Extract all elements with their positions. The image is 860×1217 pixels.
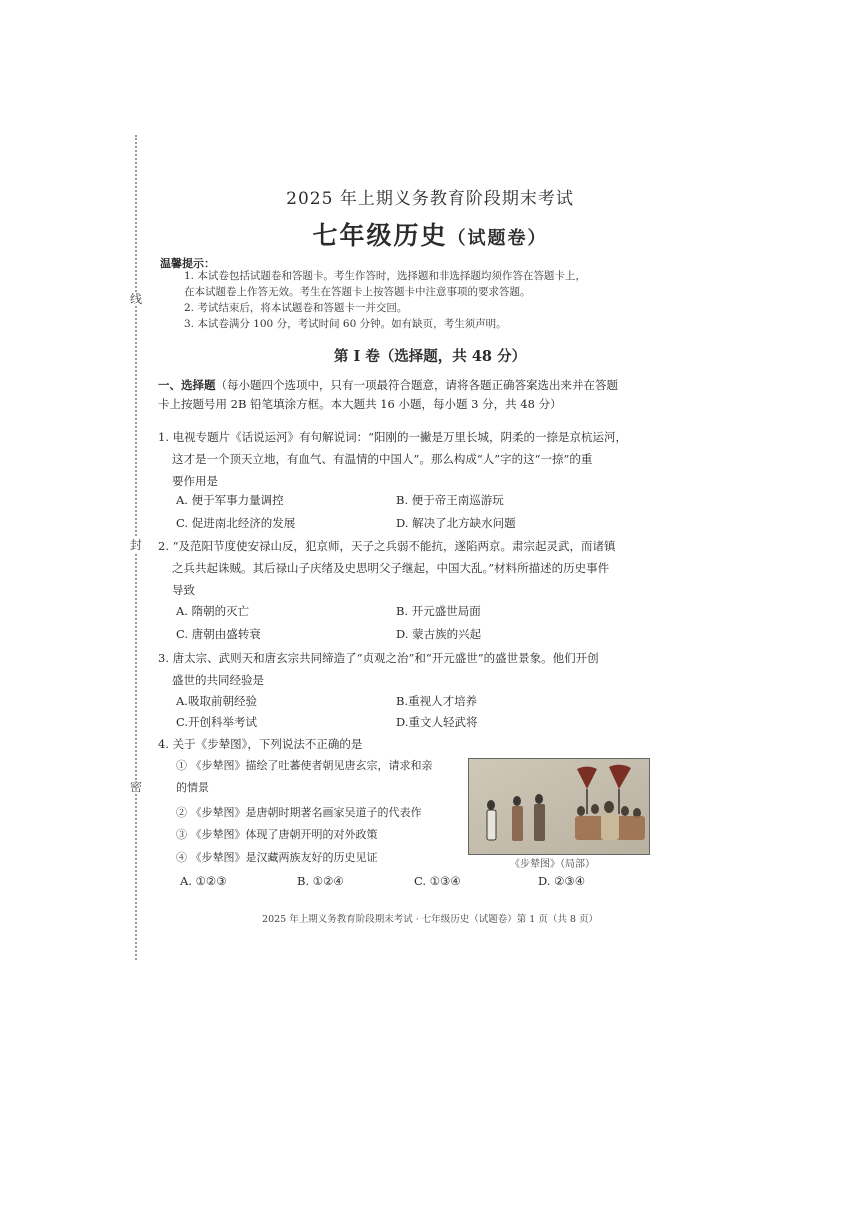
- q4-statement-1-cont: 的情景: [176, 781, 209, 794]
- q4-statement-4: ④ 《步辇图》是汉藏两族友好的历史见证: [176, 851, 378, 864]
- notice-line-1: 1. 本试卷包括试题卷和答题卡。考生作答时，选择题和非选择题均须作答在答题卡上，: [184, 270, 586, 282]
- section-line-2: 卡上按题号用 2B 铅笔填涂方框。本大题共 16 小题，每小题 3 分，共 48 分）: [158, 397, 562, 411]
- q3-line-2: 盛世的共同经验是: [172, 673, 264, 687]
- q2-line-2: 之兵共起诛贼。其后禄山子庆绪及史思明父子继起，中国大乱。”材料所描述的历史事件: [172, 561, 610, 575]
- q3-option-b[interactable]: B.重视人才培养: [396, 694, 478, 708]
- q4-option-c[interactable]: C. ①③④: [414, 874, 461, 888]
- question-2: [158, 535, 683, 601]
- exam-subtitle: [0, 216, 860, 252]
- q4-option-b[interactable]: B. ①②④: [297, 874, 344, 888]
- q2-option-d[interactable]: D. 蒙古族的兴起: [396, 627, 482, 641]
- question-4: [158, 733, 683, 755]
- section-label: 一、选择题: [158, 378, 216, 392]
- part-heading: 第 I 卷（选择题，共 48 分）: [333, 348, 527, 365]
- binding-char-mi: 密: [129, 780, 142, 794]
- q1-line-1: 1. 电视专题片《话说运河》有句解说词：“阳刚的一撇是万里长城，阴柔的一捺是京杭运河，: [158, 430, 628, 444]
- question-3: [158, 647, 683, 691]
- exam-title: 2025 年上期义务教育阶段期末考试: [286, 189, 574, 209]
- q2-line-1: 2. “及范阳节度使安禄山反，犯京师，天子之兵弱不能抗，遂陷两京。肃宗起灵武，而诸镇: [158, 539, 616, 553]
- q3-option-d[interactable]: D.重文人轻武将: [396, 715, 478, 729]
- notice-heading: 温馨提示：: [160, 257, 215, 270]
- q1-option-a[interactable]: A. 便于军事力量调控: [176, 493, 284, 507]
- q2-line-3: 导致: [172, 583, 195, 597]
- page-footer: 2025 年上期义务教育阶段期末考试 · 七年级历史（试题卷）第 1 页（共 8 页）: [262, 914, 598, 925]
- q4-option-d[interactable]: D. ②③④: [538, 874, 586, 888]
- binding-char-feng: 封: [129, 538, 142, 552]
- image-caption: 《步辇图》（局部）: [510, 859, 595, 870]
- q4-line-1: 4. 关于《步辇图》，下列说法不正确的是: [158, 737, 363, 751]
- q1-option-d[interactable]: D. 解决了北方缺水问题: [396, 516, 516, 530]
- section-line-1: [158, 376, 678, 395]
- q4-statement-1: ① 《步辇图》描绘了吐蕃使者朝见唐玄宗，请求和亲: [176, 759, 433, 772]
- q3-option-c[interactable]: C.开创科举考试: [176, 715, 258, 729]
- q2-option-b[interactable]: B. 开元盛世局面: [396, 604, 481, 618]
- q1-line-2: 这才是一个顶天立地，有血气、有温情的中国人”。那么构成“人”字的这“一捺”的重: [172, 452, 593, 466]
- notice-line-4: 3. 本试卷满分 100 分，考试时间 60 分钟。如有缺页，考生须声明。: [184, 318, 507, 330]
- q1-line-3: 要作用是: [172, 474, 218, 488]
- section-text-1: （每小题四个选项中，只有一项最符合题意，请将各题正确答案选出来并在答题: [215, 378, 618, 392]
- q1-option-b[interactable]: B. 便于帝王南巡游玩: [396, 493, 504, 507]
- q2-option-c[interactable]: C. 唐朝由盛转衰: [176, 627, 261, 641]
- binding-char-xian: 线: [129, 292, 142, 306]
- question-1: [158, 426, 683, 492]
- q1-option-c[interactable]: C. 促进南北经济的发展: [176, 516, 296, 530]
- notice-line-2: 在本试题卷上作答无效。考生在答题卡上按答题卡中注意事项的要求答题。: [184, 286, 531, 298]
- subtitle-paren: （试题卷）: [447, 228, 548, 249]
- q3-line-1: 3. 唐太宗、武则天和唐玄宗共同缔造了“贞观之治”和“开元盛世”的盛世景象。他们开创: [158, 651, 599, 665]
- q2-option-a[interactable]: A. 隋朝的灭亡: [176, 604, 250, 618]
- q4-statement-3: ③ 《步辇图》体现了唐朝开明的对外政策: [176, 828, 378, 841]
- notice-line-3: 2. 考试结束后，将本试题卷和答题卡一并交回。: [184, 302, 408, 314]
- subtitle-main: 七年级历史: [312, 221, 448, 250]
- q4-statement-2: ② 《步辇图》是唐朝时期著名画家吴道子的代表作: [176, 806, 422, 819]
- q4-option-a[interactable]: A. ①②③: [180, 874, 227, 888]
- section-instructions: [158, 376, 678, 414]
- bunian-tu-painting: [468, 758, 650, 855]
- q3-option-a[interactable]: A.吸取前朝经验: [176, 694, 257, 708]
